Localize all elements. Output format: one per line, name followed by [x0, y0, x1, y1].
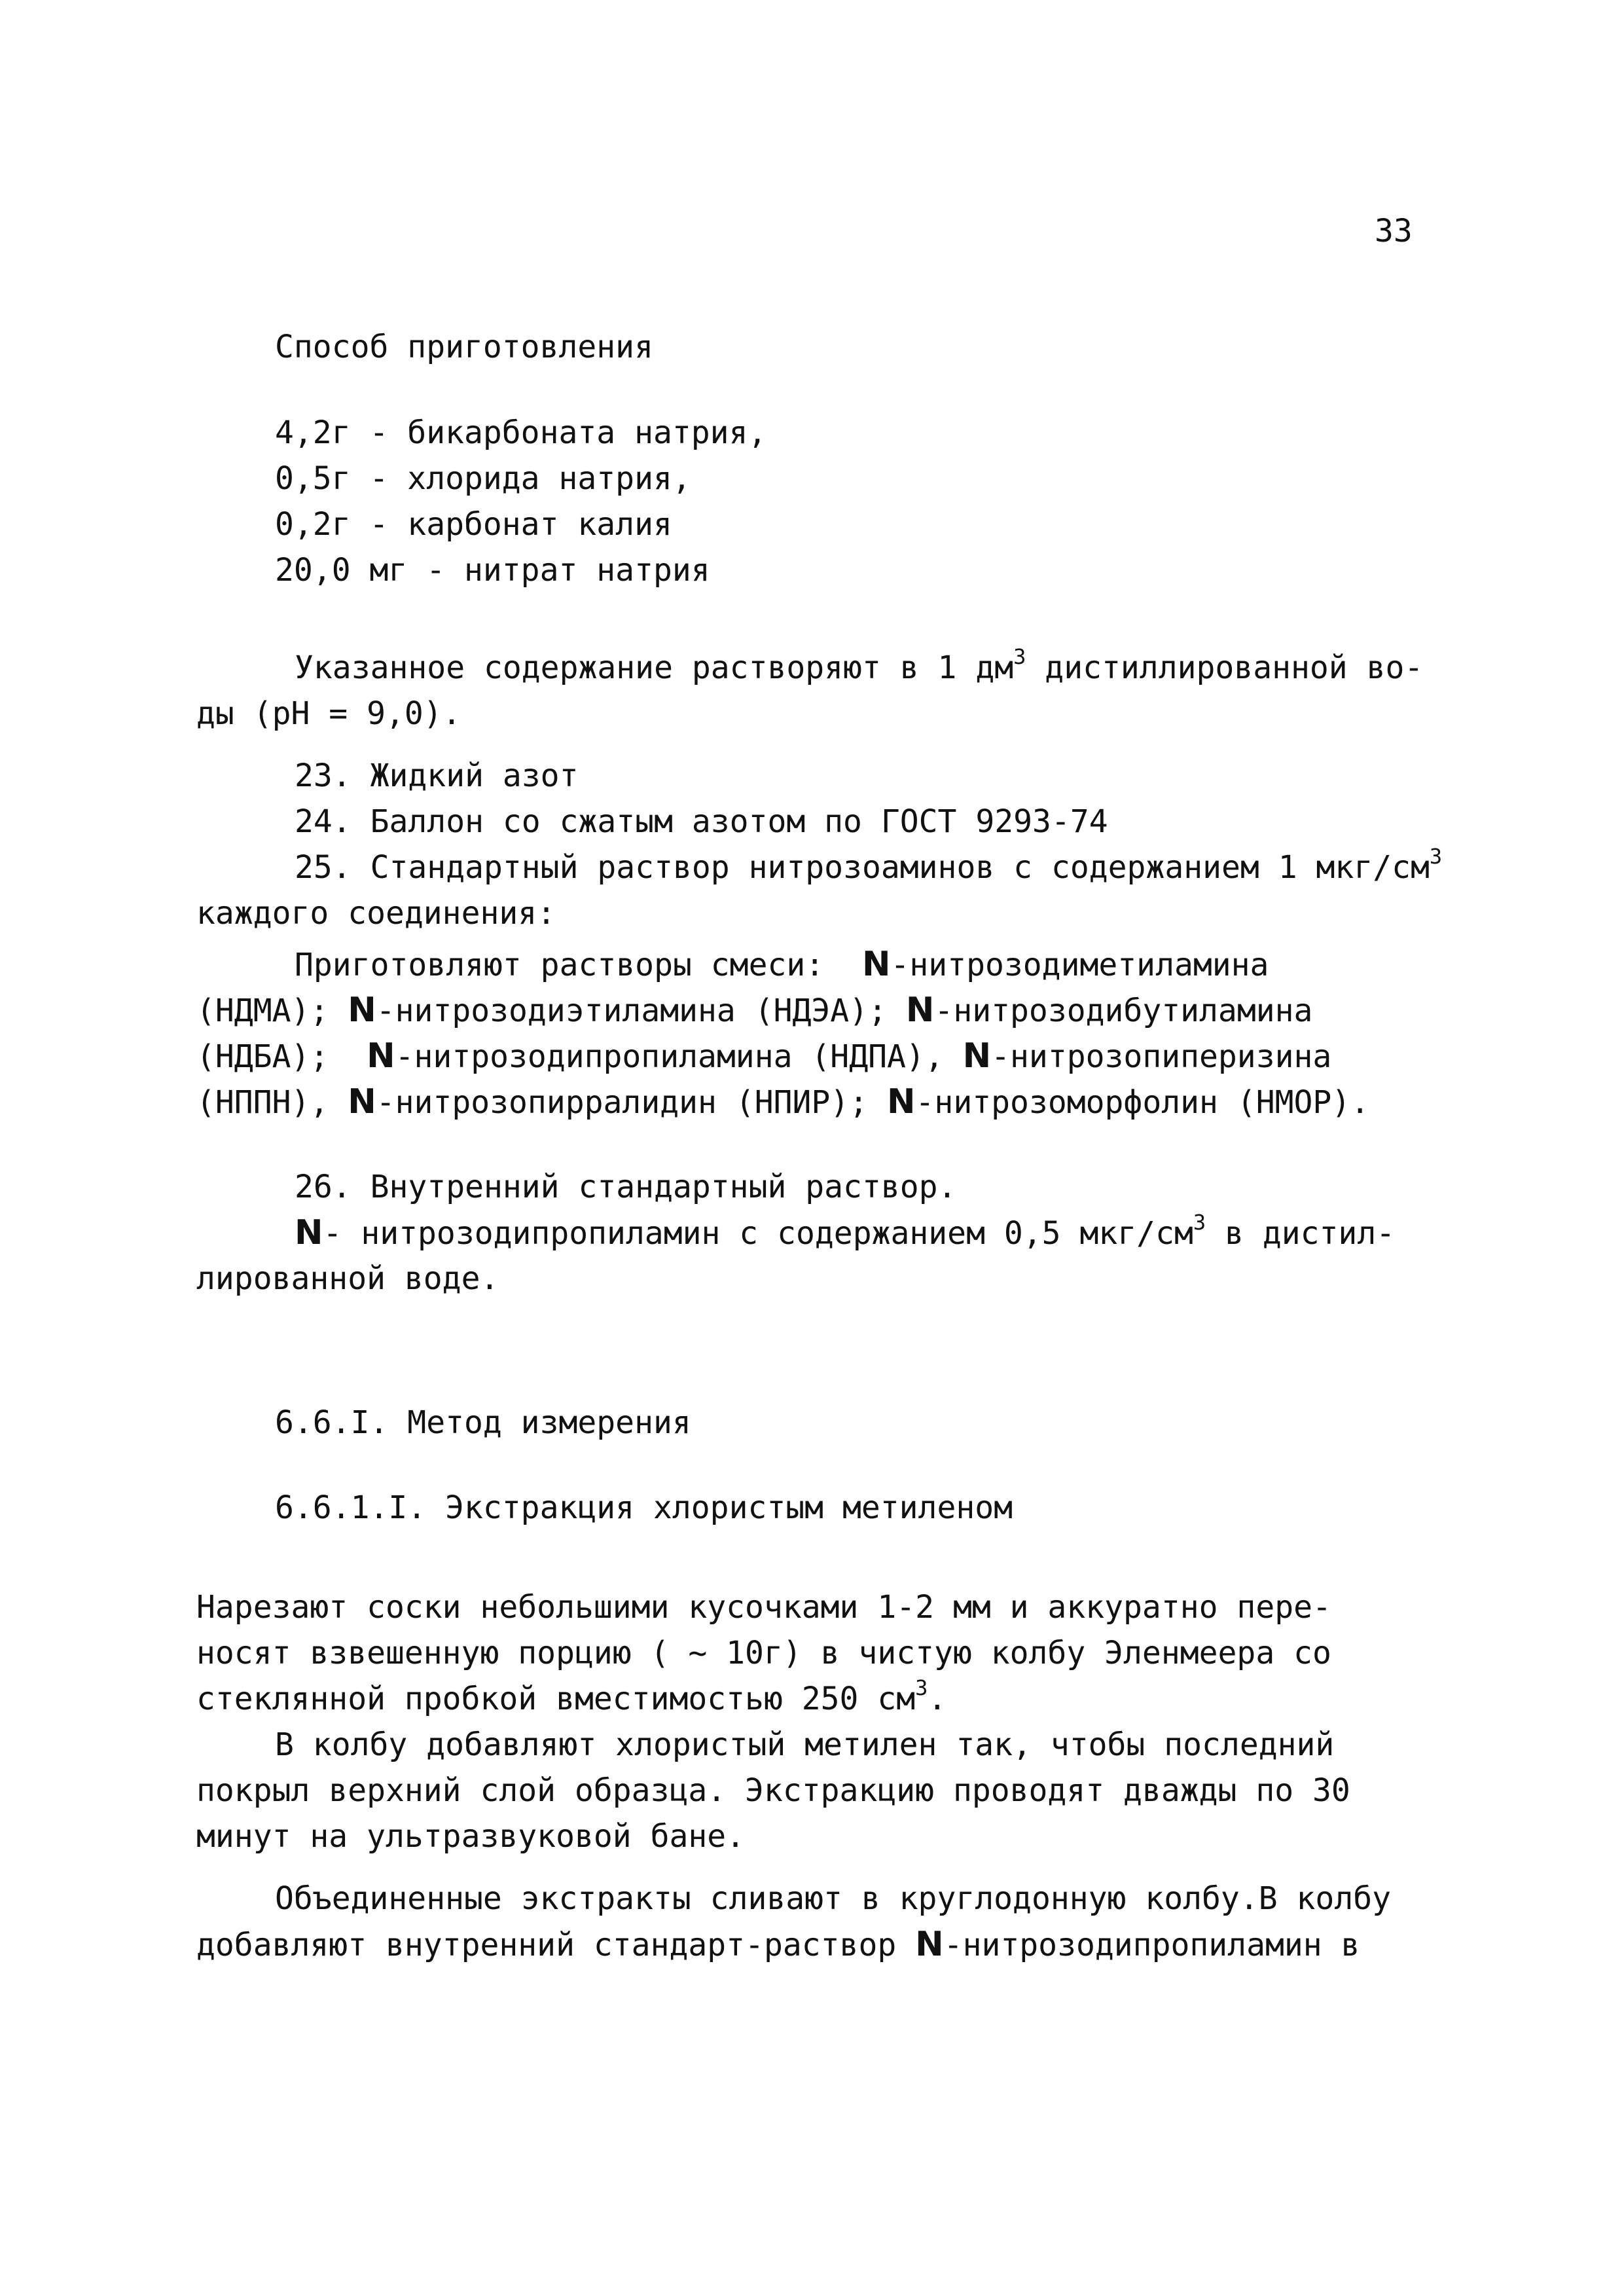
list-item-24: 24. Баллон со сжатым азотом по ГОСТ 9293-74 — [295, 803, 1108, 840]
mixture-line: (НДБА); N-нитрозодипропиламина (НДПА), N-нитрозопиперизина — [196, 1036, 1332, 1076]
ingredient-line: 0,5г - хлорида натрия, — [275, 460, 691, 497]
mixture-line: (НППН), N-нитрозопирралидин (НПИР); N-нитрозоморфолин (НМОР). — [196, 1082, 1370, 1121]
page-number: 33 — [1375, 213, 1413, 249]
paragraph-line: В колбу добавляют хлористый метилен так, чтобы последний — [275, 1726, 1335, 1763]
mixture-line: (НДМА); N-нитрозодиэтиламина (НДЭА); N-нитрозодибутиламина — [196, 991, 1313, 1030]
list-item-23: 23. Жидкий азот — [295, 757, 579, 794]
list-item-26: 26. Внутренний стандартный раствор. — [295, 1169, 957, 1205]
list-item-26-line: лированной воде. — [196, 1260, 499, 1297]
paragraph-line: минут на ультразвуковой бане. — [196, 1818, 746, 1855]
paragraph-line: стеклянной пробкой вместимостью 250 $см^3$. — [196, 1675, 947, 1717]
paragraph-line: Нарезают соски небольшими кусочками 1-2 мм и аккуратно пере- — [196, 1589, 1331, 1626]
ingredient-line: 4,2г - бикарбоната натрия, — [275, 414, 767, 451]
paragraph-line: носят взвешенную порцию ( ~ 10г) в чистую колбу Эленмеера со — [196, 1635, 1331, 1671]
mixture-line: Приготовляют растворы смеси: N-нитрозодиметиламина — [295, 945, 1269, 984]
section-heading-661: 6.6.I. Метод измерения — [275, 1404, 691, 1441]
ingredient-line: 0,2г - карбонат калия — [275, 506, 672, 543]
list-item-25-continuation: каждого соединения: — [196, 895, 556, 932]
paragraph-line: Объединенные экстракты сливают в круглодонную колбу.В колбу — [275, 1880, 1392, 1917]
list-item-25: 25. Стандартный раствор нитрозоаминов с содержанием 1 мкг/$см^3$ — [295, 844, 1443, 886]
list-item-26-line: N- нитрозодипропиламин с содержанием 0,5 мкг/$см^3$ в дистил- — [295, 1210, 1396, 1252]
ingredient-line: 20,0 мг - нитрат натрия — [275, 552, 710, 589]
section-heading-6611: 6.6.1.I. Экстракция хлористым метиленом — [275, 1489, 1013, 1526]
method-heading: Способ приготовления — [275, 329, 653, 365]
dissolve-line: Указанное содержание растворяют в 1 $дм^3$ дистиллированной во- — [295, 644, 1424, 686]
dissolve-line: ды (pH = 9,0). — [196, 695, 461, 732]
paragraph-line: покрыл верхний слой образца. Экстракцию проводят дважды по 30 — [196, 1772, 1350, 1809]
paragraph-line: добавляют внутренний стандарт-раствор N-нитрозодипропиламин в — [196, 1925, 1360, 1964]
